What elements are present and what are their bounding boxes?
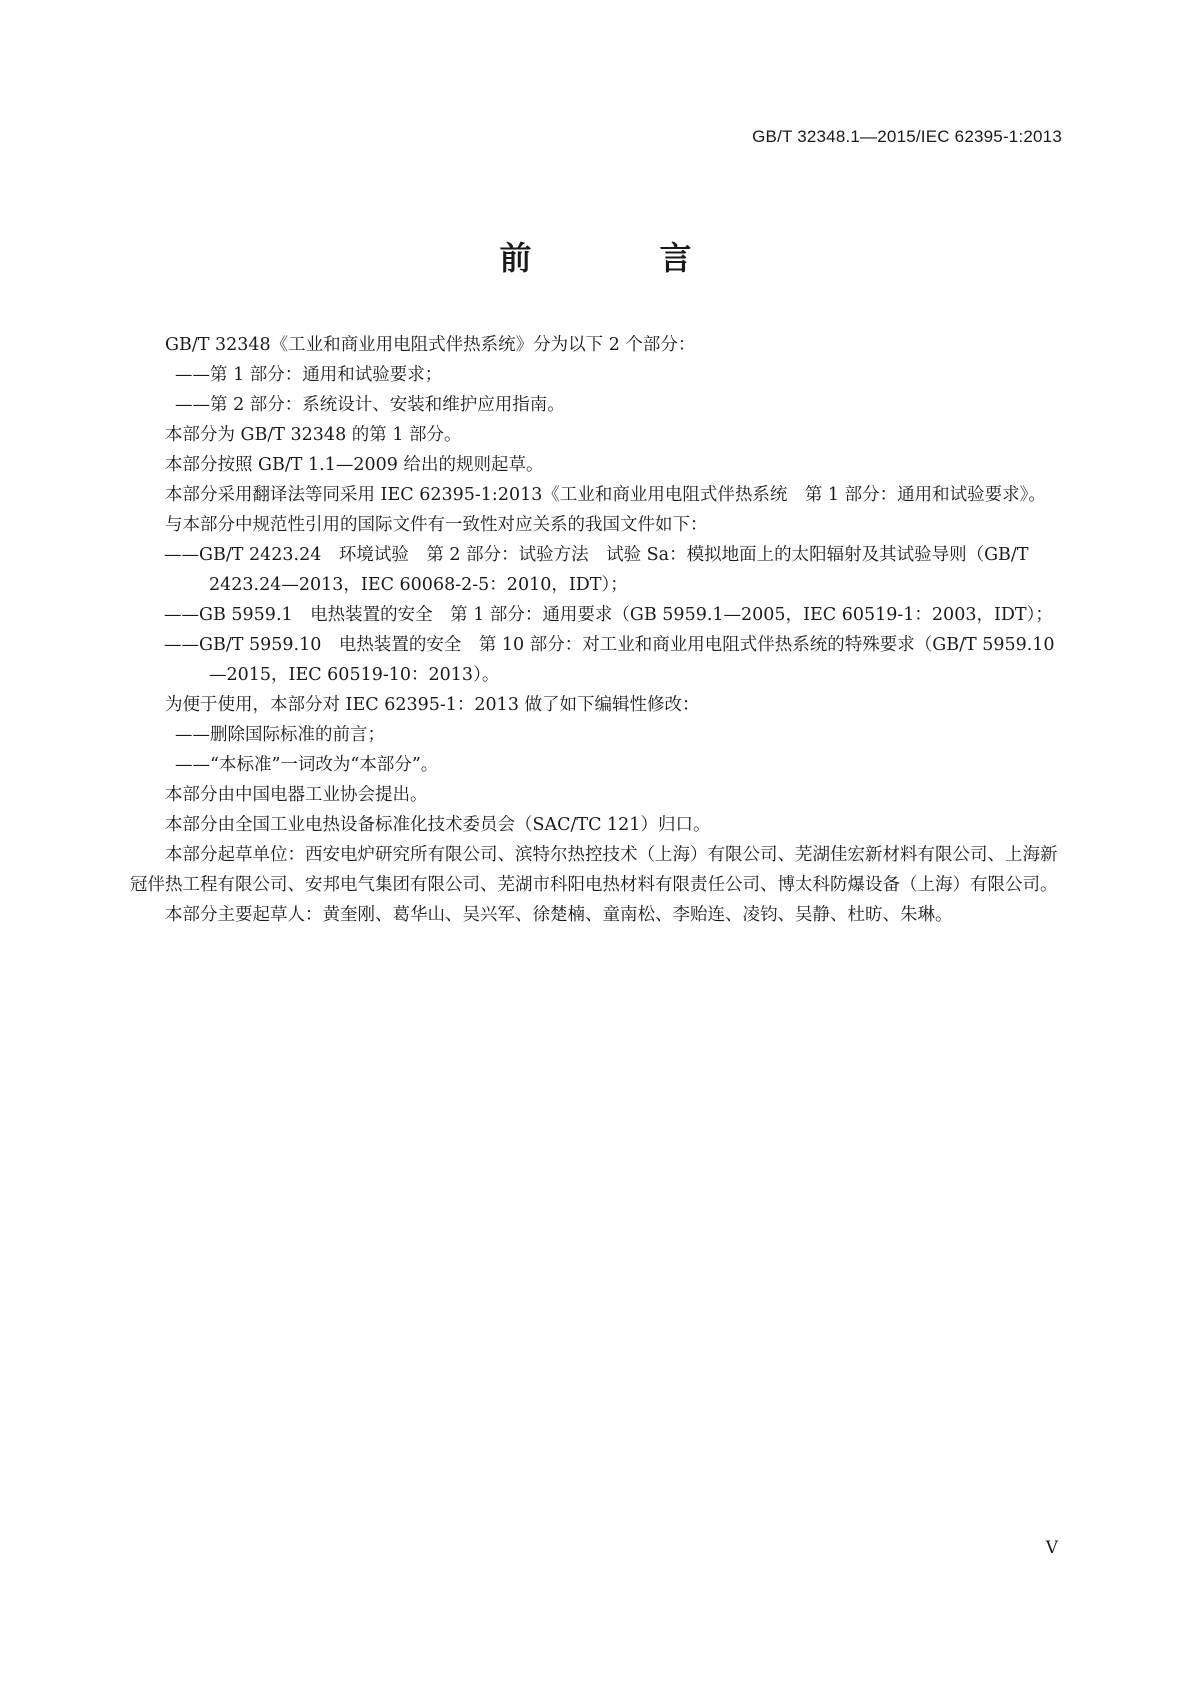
paragraph-proposed-by: 本部分由中国电器工业协会提出。 (165, 785, 428, 805)
list-item-gb-5959-1: ——GB 5959.1 电热装置的安全 第 1 部分：通用要求（GB 5959.1—2005，IEC 60519-1：2003，IDT）； (164, 605, 1053, 625)
list-item-part-1: ——第 1 部分：通用和试验要求； (175, 365, 443, 385)
paragraph-corresponding-docs: 与本部分中规范性引用的国际文件有一致性对应关系的我国文件如下： (165, 515, 708, 535)
list-item-part-2: ——第 2 部分：系统设计、安装和维护应用指南。 (175, 395, 565, 415)
paragraph-editorial-changes: 为便于使用，本部分对 IEC 62395-1：2013 做了如下编辑性修改： (165, 695, 700, 715)
foreword-body (130, 330, 1060, 930)
paragraph-drafting-units: 本部分起草单位：西安电炉研究所有限公司、滨特尔热控技术（上海）有限公司、芜湖佳宏新材料有限公司、上海新冠伴热工程有限公司、安邦电气集团有限公司、芜湖市科阳电热材料有限责任公司、博太科防爆设备（上海）有限公司。 (130, 845, 1058, 895)
page-number: Ⅴ (1045, 1538, 1058, 1558)
paragraph-drafters: 本部分主要起草人：黄奎刚、葛华山、吴兴军、徐楚楠、童南松、李贻连、凌钧、吴静、杜昉、朱琳。 (165, 905, 953, 925)
list-item-gbt-5959-10: ——GB/T 5959.10 电热装置的安全 第 10 部分：对工业和商业用电阻式伴热系统的特殊要求（GB/T 5959.10—2015，IEC 60519-10：2013）。 (164, 635, 1055, 685)
standard-code-header: GB/T 32348.1—2015/IEC 62395-1:2013 (752, 127, 1062, 146)
paragraph-adoption: 本部分采用翻译法等同采用 IEC 62395-1:2013《工业和商业用电阻式伴热系统 第 1 部分：通用和试验要求》。 (165, 485, 1046, 505)
paragraph-parts-intro: GB/T 32348《工业和商业用电阻式伴热系统》分为以下 2 个部分： (165, 335, 696, 355)
list-item-delete-foreword: ——删除国际标准的前言； (175, 725, 385, 745)
list-item-gbt-2423-24: ——GB/T 2423.24 环境试验 第 2 部分：试验方法 试验 Sa：模拟地面上的太阳辐射及其试验导则（GB/T 2423.24—2013，IEC 60068-2-5：2010，IDT）； (164, 545, 1029, 595)
paragraph-part-scope: 本部分为 GB/T 32348 的第 1 部分。 (165, 425, 462, 445)
paragraph-drafting-rules: 本部分按照 GB/T 1.1—2009 给出的规则起草。 (165, 455, 544, 475)
list-item-term-change: ——“本标准”一词改为“本部分”。 (175, 755, 439, 775)
page-title: 前 言 (499, 239, 740, 277)
paragraph-centralized-by: 本部分由全国工业电热设备标准化技术委员会（SAC/TC 121）归口。 (165, 815, 711, 835)
